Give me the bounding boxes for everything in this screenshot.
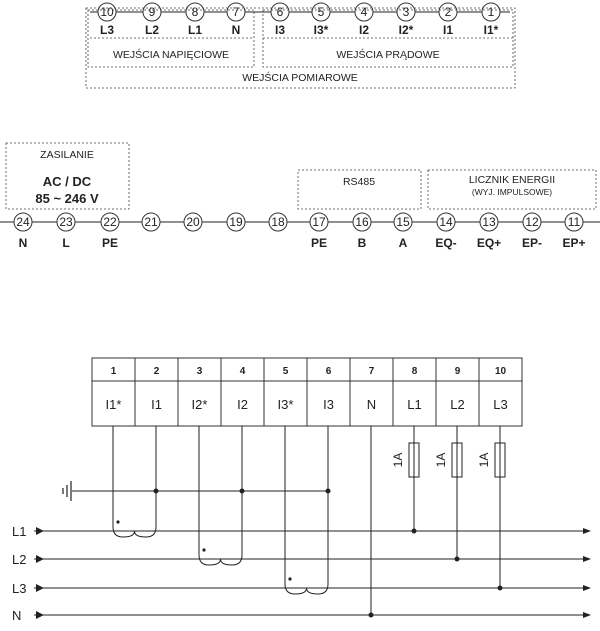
table-number: 7	[368, 366, 375, 377]
terminal-number: 10	[100, 5, 114, 19]
current-transformer-2	[199, 426, 245, 565]
connection-scheme	[12, 358, 590, 623]
power-terminal-18	[269, 213, 287, 231]
table-number: 10	[494, 366, 507, 377]
energy-counter-label: LICZNIK ENERGII	[468, 174, 556, 186]
table-label: I1	[151, 397, 162, 412]
table-label: L3	[493, 397, 508, 412]
terminal-number: 4	[360, 5, 368, 19]
current-inputs-label: WEJŚCIA PRĄDOWE	[336, 49, 440, 61]
power-terminal-17	[310, 213, 328, 250]
line-label: N	[12, 608, 22, 623]
terminal-label: L3	[99, 23, 115, 37]
terminal-label: I3	[274, 23, 286, 37]
fuse-3	[477, 426, 505, 591]
terminal-number: 18	[271, 215, 285, 229]
fuse-rating: 1A	[477, 452, 491, 468]
power-terminal-block	[0, 143, 600, 250]
terminal-label: I3*	[313, 23, 329, 37]
terminal-number: 24	[16, 215, 30, 229]
terminal-number: 16	[355, 215, 369, 229]
fuse-2	[434, 426, 462, 562]
terminal-number: 3	[402, 5, 410, 19]
terminal-label: EP-	[521, 236, 543, 250]
terminal-label: PE	[310, 236, 328, 250]
power-terminal-16	[353, 213, 371, 250]
terminal-label: B	[357, 236, 367, 250]
supply-label: ZASILANIE	[40, 149, 94, 161]
table-label: L2	[450, 397, 465, 412]
line-label: L1	[12, 524, 27, 539]
power-terminal-20	[184, 213, 202, 231]
power-terminal-15	[394, 213, 412, 250]
rs485-label: RS485	[342, 176, 376, 188]
measurement-inputs-label: WEJŚCIA POMIAROWE	[242, 72, 358, 84]
table-number: 2	[153, 366, 160, 377]
power-terminal-11	[562, 213, 585, 250]
power-terminal-23	[57, 213, 75, 250]
table-number: 5	[282, 366, 289, 377]
power-terminal-14	[435, 213, 456, 250]
terminal-number: 8	[191, 5, 199, 19]
power-terminal-12	[522, 213, 542, 250]
terminal-number: 2	[444, 5, 452, 19]
terminal-number: 5	[317, 5, 325, 19]
table-label: I1*	[105, 397, 122, 412]
supply-range: 85 ~ 246 V	[35, 191, 99, 206]
pulse-output-label: (WYJ. IMPULSOWE)	[471, 187, 553, 197]
power-terminal-24	[14, 213, 32, 250]
terminal-number: 7	[232, 5, 240, 19]
terminal-number: 14	[439, 215, 453, 229]
terminal-number: 21	[144, 215, 158, 229]
terminal-label: I1	[442, 23, 454, 37]
terminal-number: 15	[396, 215, 410, 229]
terminal-number: 19	[229, 215, 243, 229]
terminal-number: 1	[487, 5, 495, 19]
table-label: I3*	[277, 397, 294, 412]
fuse-rating: 1A	[391, 452, 405, 468]
current-transformer-1	[113, 426, 159, 537]
terminal-number: 9	[148, 5, 156, 19]
ground-icon	[63, 481, 330, 501]
terminal-number: 17	[312, 215, 326, 229]
terminal-label: L	[62, 236, 70, 250]
voltage-inputs-label: WEJŚCIA NAPIĘCIOWE	[112, 49, 230, 61]
terminal-number: 6	[276, 5, 284, 19]
line-label: L3	[12, 581, 27, 596]
terminal-label: I2*	[398, 23, 414, 37]
terminal-label: L1	[187, 23, 203, 37]
terminal-number: 12	[525, 215, 539, 229]
fuse-rating: 1A	[434, 452, 448, 468]
table-label: I2*	[191, 397, 208, 412]
line-n	[12, 608, 590, 623]
table-label: I3	[323, 397, 334, 412]
terminal-label: I2	[358, 23, 370, 37]
line-l2	[12, 552, 590, 567]
power-terminal-22	[101, 213, 119, 250]
neutral-connection	[369, 426, 374, 618]
terminal-number: 20	[186, 215, 200, 229]
power-terminal-21	[142, 213, 160, 231]
top-terminal-block	[86, 3, 515, 88]
fuse-1	[391, 426, 419, 534]
terminal-label: N	[18, 236, 28, 250]
terminal-number: 22	[103, 215, 117, 229]
table-number: 1	[110, 366, 117, 377]
terminal-label: PE	[101, 236, 119, 250]
table-number: 6	[325, 366, 332, 377]
terminal-label: I1*	[483, 23, 499, 37]
current-transformer-3	[285, 426, 331, 594]
table-number: 3	[196, 366, 203, 377]
terminal-label: EQ-	[435, 236, 457, 250]
supply-type: AC / DC	[42, 174, 92, 189]
terminal-number: 13	[482, 215, 496, 229]
line-l1	[12, 524, 590, 539]
table-number: 9	[454, 366, 461, 377]
table-label: L1	[407, 397, 422, 412]
table-label: N	[366, 397, 377, 412]
terminal-number: 23	[59, 215, 73, 229]
terminal-label: N	[231, 23, 241, 37]
table-number: 4	[239, 366, 246, 377]
terminal-label: L2	[144, 23, 160, 37]
power-terminal-19	[227, 213, 245, 231]
table-label: I2	[237, 397, 248, 412]
terminal-label: A	[398, 236, 408, 250]
terminal-number: 11	[567, 215, 581, 229]
terminal-label: EQ+	[476, 236, 502, 250]
table-number: 8	[411, 366, 418, 377]
power-terminal-13	[477, 213, 501, 250]
terminal-label: EP+	[562, 236, 586, 250]
line-label: L2	[12, 552, 27, 567]
